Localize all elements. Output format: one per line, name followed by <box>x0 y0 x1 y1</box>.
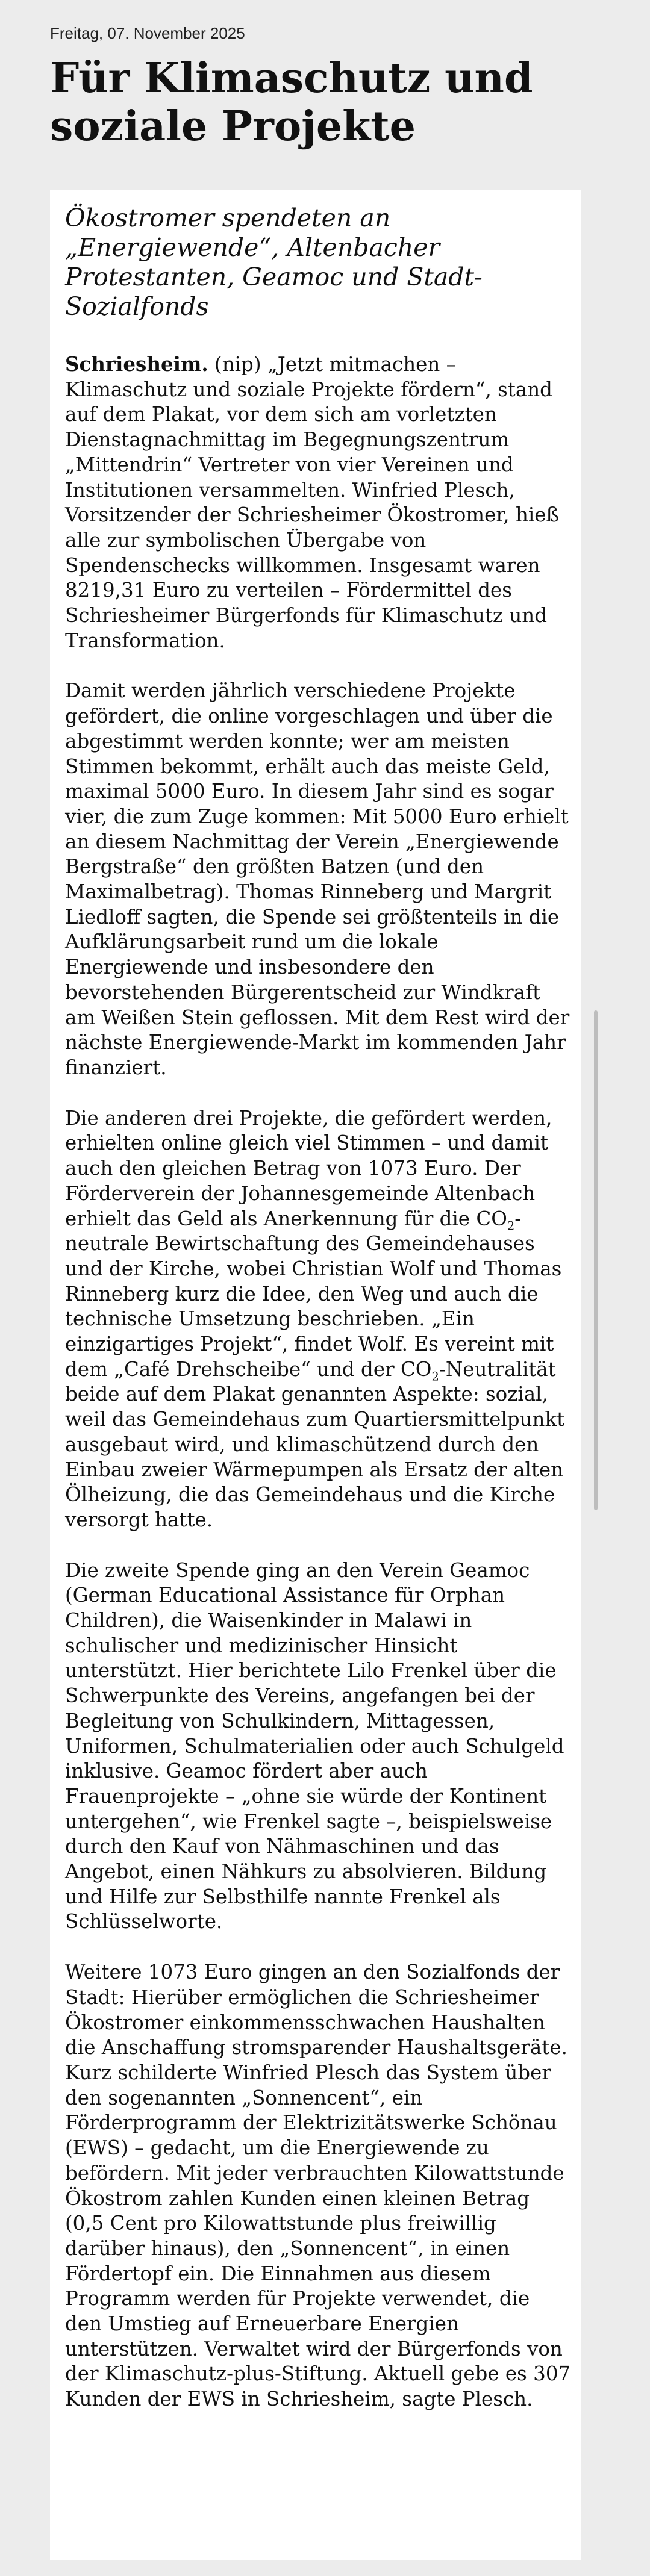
paragraph-5: Weitere 1073 Euro gingen an den Sozialfonds der Stadt: Hierüber ermöglichen die Schriesheimer Ökostromer einkommensschwachen Haushalten die Anschaffung stromsparender Haushaltsgeräte. Kurz schilderte Winfried Plesch das System über den sogenannten „Sonnencent“, ein Förderprogramm der Elektrizitätswerke Schönau (EWS) – gedacht, um die Energiewende zu befördern. Mit jeder verbrauchten Kilowattstunde Ökostrom zahlen Kunden einen kleinen Betrag (0,5 Cent pro Kilowattstunde plus freiwillig darüber hinaus), den „Sonnencent“, in einen Fördertopf ein. Die Einnahmen aus diesem Programm werden für Projekte verwendet, die den Umstieg auf Erneuerbare Energien unterstützen. Verwaltet wird der Bürgerfonds von der Klimaschutz-plus-Stiftung. Aktuell gebe es 307 Kunden der EWS in Schriesheim, sagte Plesch. <box>65 1961 571 2411</box>
paragraph-1-text: (nip) „Jetzt mitmachen – Klimaschutz und soziale Projekte fördern“, stand auf dem Plakat, vor dem sich am vorletzten Dienstagnachmittag im Begegnungszentrum „Mittendrin“ Vertreter von vier Vereinen und Institutionen versammelten. Winfried Plesch, Vorsitzender der Schriesheimer Ökostromer, hieß alle zur symbolischen Übergabe von Spendenschecks willkommen. Insgesamt waren 8219,31 Euro zu verteilen – Fördermittel des Schriesheimer Bürgerfonds für Klimaschutz und Transformation. <box>65 353 560 652</box>
article-subtitle: Ökostromer spendeten an „Energiewende“, Altenbacher Protestanten, Geamoc und Stadt-Sozialfonds <box>65 204 483 321</box>
paragraph-3-part-b: -neutrale Bewirtschaftung des Gemeindehauses und der Kirche, wobei Christian Wolf und Thomas Rinneberg kurz die Idee, den Weg und auch die technische Umsetzung beschrieben. „Ein einzigartiges Projekt“, findet Wolf. Es vereint mit dem „Café Drehscheibe“ und der CO <box>65 1207 562 1381</box>
co2-subscript: 2 <box>507 1219 515 1233</box>
paragraph-3-part-a: Die anderen drei Projekte, die gefördert werden, erhielten online gleich viel Stimmen – und damit auch den gleichen Betrag von 1073 Euro. Der Förderverein der Johannesgemeinde Altenbach erhielt das Geld als Anerkennung für die CO <box>65 1106 552 1230</box>
paragraph-3-part-c: -Neutralität beide auf dem Plakat genannten Aspekte: sozial, weil das Gemeindehaus zum Quartiersmittelpunkt ausgebaut wird, und klimaschützend durch den Einbau zweier Wärmepumpen als Ersatz der alten Ölheizung, die das Gemeindehaus und die Kirche versorgt hatte. <box>65 1357 565 1531</box>
article-card <box>50 190 581 2560</box>
paragraph-1 <box>65 352 571 653</box>
paragraph-2: Damit werden jährlich verschiedene Projekte gefördert, die online vorgeschlagen und über die abgestimmt werden konnte; wer am meisten Stimmen bekommt, erhält auch das meiste Geld, maximal 5000 Euro. In diesem Jahr sind es sogar vier, die zum Zuge kommen: Mit 5000 Euro erhielt an diesem Nachmittag der Verein „Energiewende Bergstraße“ den größten Batzen (und den Maximalbetrag). Thomas Rinneberg und Margrit Liedloff sagten, die Spende sei größtenteils in die Aufklärungsarbeit rund um die lokale Energiewende und insbesondere den bevorstehenden Bürgerentscheid zur Windkraft am Weißen Stein geflossen. Mit dem Rest wird der nächste Energiewende-Markt im kommenden Jahr finanziert. <box>65 679 570 1079</box>
co2-subscript: 2 <box>431 1369 439 1384</box>
article-date: Freitag, 07. November 2025 <box>50 24 245 42</box>
article-body <box>65 352 571 2438</box>
article-headline: Für Klimaschutz und soziale Projekte <box>50 54 533 151</box>
paragraph-3 <box>65 1106 571 1533</box>
paragraph-4: Die zweite Spende ging an den Verein Geamoc (German Educational Assistance für Orphan Children), die Waisenkinder in Malawi in schulischer und medizinischer Hinsicht unterstützt. Hier berichtete Lilo Frenkel über die Schwerpunkte des Vereins, angefangen bei der Begleitung von Schulkindern, Mittagessen, Uniformen, Schulmaterialien oder auch Schulgeld inklusive. Geamoc fördert aber auch Frauenprojekte – „ohne sie würde der Kontinent untergehen“, wie Frenkel sagte –, beispielsweise durch den Kauf von Nähmaschinen und das Angebot, einen Nähkurs zu absolvieren. Bildung und Hilfe zur Selbsthilfe nannte Frenkel als Schlüsselworte. <box>65 1558 564 1934</box>
scrollbar-thumb[interactable] <box>594 1010 598 1510</box>
article-dateline: Schriesheim. <box>65 352 208 376</box>
